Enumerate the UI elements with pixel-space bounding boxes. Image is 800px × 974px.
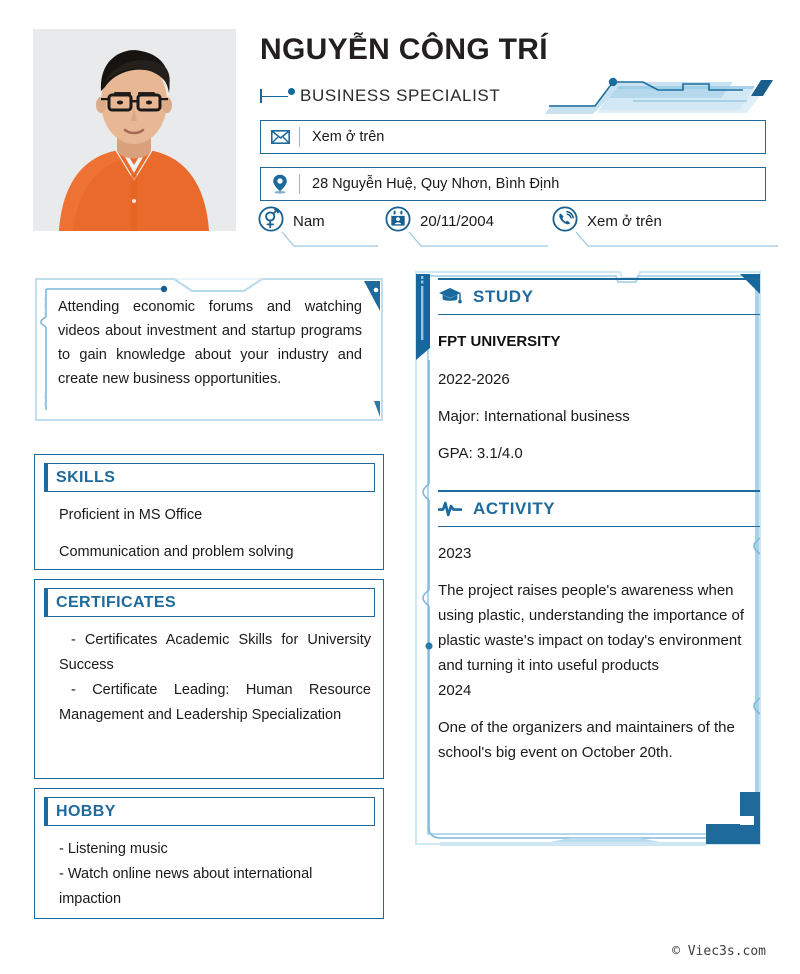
contact-row-email[interactable] bbox=[260, 120, 766, 154]
section-hobby bbox=[34, 788, 384, 919]
section-hobby-title: HOBBY bbox=[56, 802, 116, 820]
list-item: Communication and problem solving bbox=[59, 544, 294, 560]
avatar bbox=[33, 29, 236, 231]
activity-description: One of the organizers and maintainers of the school's big event on October 20th. bbox=[438, 719, 735, 762]
section-skills bbox=[34, 454, 384, 570]
section-activity-body bbox=[438, 527, 760, 765]
contact-address-value: 28 Nguyễn Huệ, Quy Nhơn, Bình Định bbox=[312, 176, 560, 192]
cv-header bbox=[0, 0, 800, 258]
list-item: - Watch online news about international impaction bbox=[59, 866, 313, 907]
section-skills-header bbox=[44, 463, 375, 492]
job-title-row bbox=[260, 84, 500, 108]
section-study-body bbox=[438, 315, 760, 466]
contact-row-address[interactable] bbox=[260, 167, 766, 201]
activity-description: The project raises people's awareness when using plastic, understanding the importance of plastic waste's impact on today's environment and turning it into useful products bbox=[438, 582, 745, 675]
section-study bbox=[438, 278, 760, 466]
section-skills-title: SKILLS bbox=[56, 468, 116, 486]
section-certificates bbox=[34, 579, 384, 779]
detail-gender-value: Nam bbox=[293, 213, 325, 230]
section-study-title: STUDY bbox=[473, 286, 534, 306]
objective-box bbox=[34, 277, 384, 422]
objective-text: Attending economic forums and watching videos about investment and startup programs to gain knowledge about your industry and create new business opportunities. bbox=[58, 299, 362, 387]
section-certificates-body bbox=[59, 628, 371, 728]
envelope-icon bbox=[261, 130, 299, 144]
section-activity-title: ACTIVITY bbox=[473, 498, 556, 518]
section-activity-header bbox=[438, 492, 760, 526]
list-item: Proficient in MS Office bbox=[59, 507, 203, 523]
header-details-row bbox=[258, 206, 778, 252]
study-period: 2022-2026 bbox=[438, 371, 510, 389]
section-certificates-header bbox=[44, 588, 375, 617]
study-institution: FPT UNIVERSITY bbox=[438, 333, 561, 351]
study-gpa: GPA: 3.1/4.0 bbox=[438, 445, 523, 463]
location-pin-icon bbox=[261, 174, 299, 194]
contact-email-value: Xem ở trên bbox=[312, 129, 385, 145]
activity-year: 2023 bbox=[438, 545, 472, 563]
activity-year: 2024 bbox=[438, 682, 472, 700]
right-column bbox=[410, 268, 780, 852]
right-column-content bbox=[438, 278, 760, 765]
detail-dob-value: 20/11/2004 bbox=[420, 213, 494, 230]
section-activity bbox=[438, 490, 760, 765]
section-certificates-title: CERTIFICATES bbox=[56, 593, 177, 611]
list-item: - Certificate Leading: Human Resource Management and Leadership Specialization bbox=[59, 682, 371, 723]
study-major: Major: International business bbox=[438, 408, 630, 426]
footer-copyright: © Viec3s.com bbox=[672, 944, 766, 959]
detail-phone-value: Xem ở trên bbox=[587, 213, 662, 230]
detail-leader-lines bbox=[258, 206, 778, 252]
list-item: - Listening music bbox=[59, 841, 168, 857]
header-decoration-graphic bbox=[533, 66, 773, 116]
section-study-header bbox=[438, 280, 760, 314]
left-column bbox=[0, 262, 400, 922]
section-skills-body bbox=[59, 503, 371, 564]
title-leader-dot bbox=[288, 88, 295, 95]
pulse-icon bbox=[438, 501, 464, 517]
section-hobby-header bbox=[44, 797, 375, 826]
list-item: - Certificates Academic Skills for University Success bbox=[59, 632, 371, 673]
page-title: NGUYỄN CÔNG TRÍ bbox=[260, 33, 548, 66]
section-hobby-body bbox=[59, 837, 371, 912]
graduation-cap-icon bbox=[438, 287, 464, 306]
job-title: BUSINESS SPECIALIST bbox=[300, 86, 501, 105]
